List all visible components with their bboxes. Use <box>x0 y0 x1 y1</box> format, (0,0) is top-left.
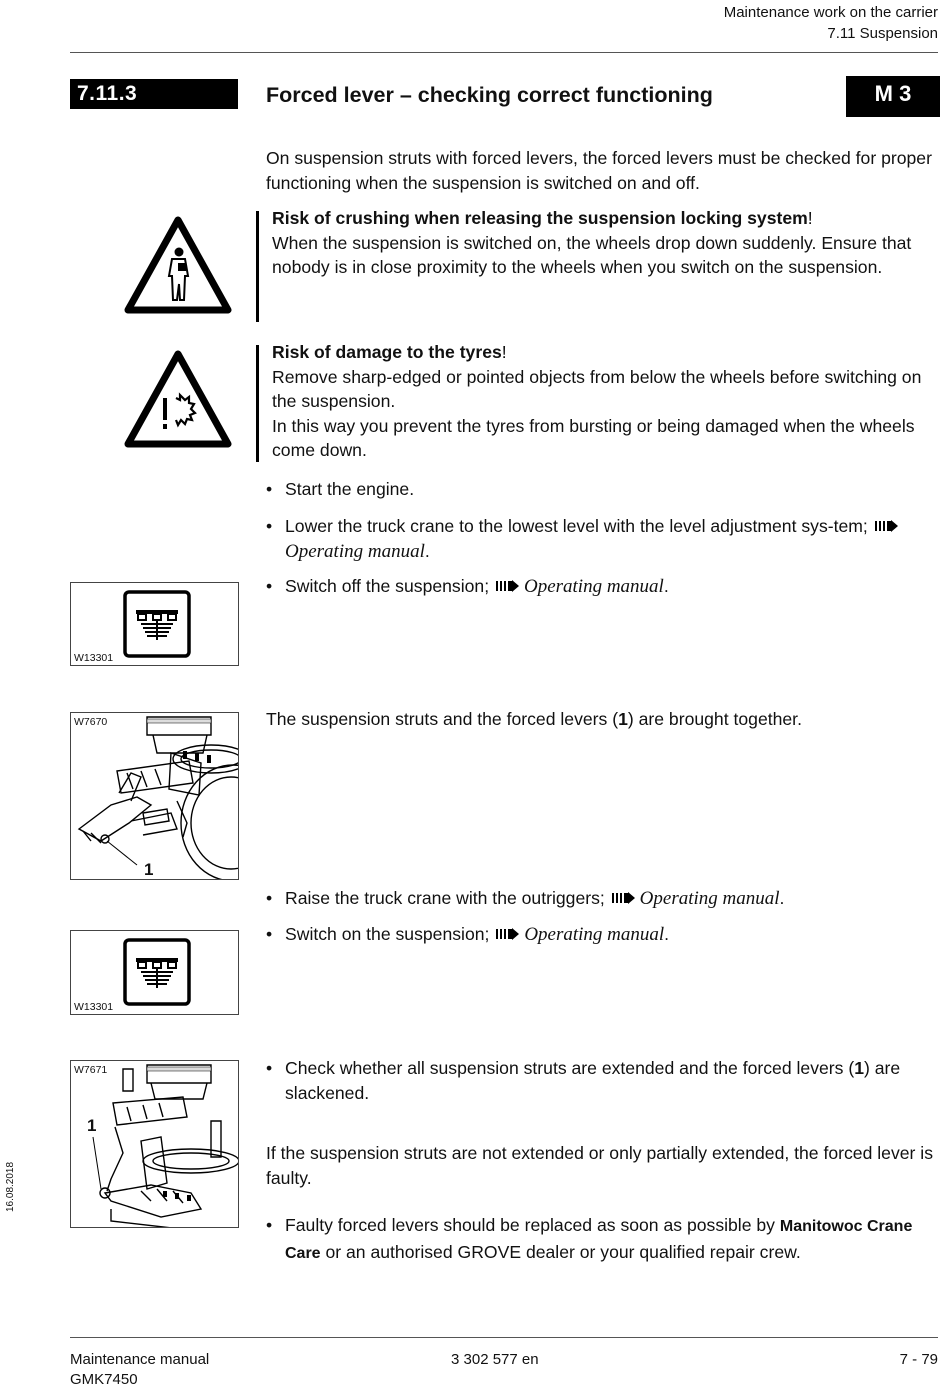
callout-number: 1 <box>144 860 154 879</box>
step-lower-crane: • Lower the truck crane to the lowest level with the level adjustment sys-tem; Operating manual. <box>266 514 926 564</box>
section-title: Forced lever – checking correct functioning <box>266 83 713 107</box>
header-section: 7.11 Suspension <box>827 25 938 42</box>
warning-body-2: In this way you prevent the tyres from bursting or being damaged when the wheels come down. <box>272 415 915 460</box>
figure-id: W7671 <box>74 1064 108 1076</box>
revision-date: 16.08.2018 <box>5 1161 16 1212</box>
footer-rule <box>70 1337 938 1338</box>
operating-manual-ref[interactable]: Operating manual <box>524 924 665 945</box>
footer-doc-number: 3 302 577 en <box>451 1351 539 1368</box>
struts-together-paragraph: The suspension struts and the forced levers (1) are brought together. <box>266 709 802 729</box>
crushing-hazard-icon <box>122 214 234 316</box>
suspension-symbol-icon <box>123 590 191 658</box>
running-header <box>724 2 938 44</box>
reference-arrow-icon <box>612 892 636 904</box>
callout-number: 1 <box>87 1116 97 1135</box>
operating-manual-ref[interactable]: Operating manual <box>285 540 425 562</box>
step-replace-levers: • Faulty forced levers should be replaced as soon as possible by Manitowoc Crane Care or an authorised GROVE dealer or your qualified repair crew. <box>266 1215 913 1262</box>
maintenance-interval-badge: M 3 <box>846 76 940 117</box>
figure-id: W13301 <box>74 1001 114 1013</box>
suspension-symbol-icon <box>123 938 191 1006</box>
step-check-struts: • Check whether all suspension struts are extended and the forced levers (1) are slackened. <box>266 1058 901 1103</box>
reference-arrow-icon <box>496 928 520 940</box>
suspension-strut-extended-drawing <box>71 1061 239 1228</box>
footer-manual-title: Maintenance manual <box>70 1351 210 1368</box>
figure-id: W13301 <box>74 652 114 664</box>
header-chapter: Maintenance work on the carrier <box>723 4 938 21</box>
warning-title: Risk of damage to the tyres <box>272 342 502 362</box>
footer-page-number: 7 - 79 <box>899 1351 938 1368</box>
figure-struts-brought-together <box>70 712 239 880</box>
header-rule <box>70 52 938 53</box>
figure-struts-extended <box>70 1060 239 1228</box>
step-switch-off-suspension: • Switch off the suspension; Operating manual. <box>266 576 669 597</box>
suspension-strut-drawing <box>71 713 239 880</box>
warning-tyres: Risk of damage to the tyres! Remove sharp-edged or pointed objects from below the wheels before switching on the suspension. In this way you prevent the tyres from bursting or being damaged when the wheels come down. <box>272 342 922 460</box>
operating-manual-ref[interactable]: Operating manual <box>639 888 780 909</box>
warning-title: Risk of crushing when releasing the suspension locking system <box>272 208 808 228</box>
faulty-lever-paragraph: If the suspension struts are not extended or only partially extended, the forced lever is faulty. <box>266 1143 933 1188</box>
warning-body: When the suspension is switched on, the wheels drop down suddenly. Ensure that nobody is in close proximity to the wheels when you switch on the suspension. <box>272 232 912 277</box>
step-start-engine: • Start the engine. <box>266 479 415 499</box>
service-brand: Manitowoc Crane Care <box>285 1218 913 1262</box>
warning-crushing: Risk of crushing when releasing the suspension locking system! When the suspension is switched on, the wheels drop down suddenly. Ensure that nobody is in close proximity to the wheels when you switch on the suspension. <box>272 208 912 277</box>
warning-body: Remove sharp-edged or pointed objects from below the wheels before switching on the suspension. <box>272 366 922 411</box>
footer-model: GMK7450 <box>70 1371 138 1384</box>
reference-arrow-icon <box>496 580 520 592</box>
figure-id: W7670 <box>74 716 108 728</box>
intro-paragraph: On suspension struts with forced levers, the forced levers must be checked for proper functioning when the suspension is switched on and off. <box>266 148 932 193</box>
section-number: 7.11.3 <box>70 79 238 109</box>
step-raise-crane: • Raise the truck crane with the outriggers; Operating manual. <box>266 888 785 909</box>
callout-ref: 1 <box>854 1058 864 1078</box>
warning-bar <box>256 345 259 462</box>
figure-suspension-switch-off <box>70 582 239 666</box>
callout-ref: 1 <box>618 709 628 729</box>
tyre-damage-hazard-icon <box>122 348 234 450</box>
step-switch-on-suspension: • Switch on the suspension; Operating manual. <box>266 924 670 945</box>
operating-manual-ref[interactable]: Operating manual <box>523 576 664 597</box>
reference-arrow-icon <box>875 520 899 532</box>
figure-suspension-switch-on <box>70 930 239 1015</box>
warning-bar <box>256 211 259 322</box>
footer-left <box>70 1350 209 1384</box>
